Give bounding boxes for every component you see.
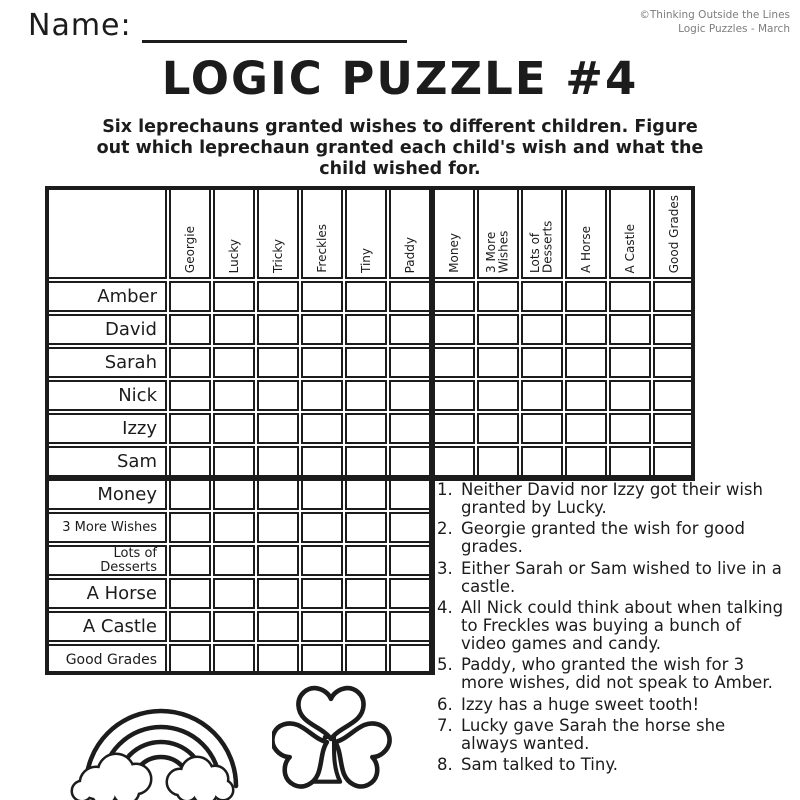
name-label: Name: [28, 8, 132, 43]
grid-cell[interactable] [257, 281, 299, 312]
grid-cell[interactable] [389, 611, 431, 642]
column-header-georgie [169, 186, 211, 279]
grid-cell[interactable] [169, 413, 211, 444]
column-header-label: A Horse [578, 226, 593, 273]
grid-cell[interactable] [213, 545, 255, 576]
grid-cell[interactable] [301, 578, 343, 609]
copyright-line-1: ©Thinking Outside the Lines [639, 9, 790, 21]
column-header-good-grades [653, 186, 695, 279]
grid-cell[interactable] [609, 281, 651, 312]
grid-cell[interactable] [653, 347, 695, 378]
grid-cell[interactable] [169, 479, 211, 510]
row-label-3-more-wishes: 3 More Wishes [45, 512, 167, 543]
grid-cell[interactable] [257, 545, 299, 576]
grid-cell[interactable] [477, 347, 519, 378]
grid-cell[interactable] [565, 413, 607, 444]
grid-cell[interactable] [389, 578, 431, 609]
clue-text: Neither David nor Izzy got their wish granted by Lucky. [461, 480, 763, 518]
grid-cell[interactable] [213, 512, 255, 543]
grid-cell[interactable] [169, 611, 211, 642]
grid-row-sam [45, 446, 695, 477]
clue-number: 5. [437, 655, 453, 675]
grid-cell[interactable] [213, 479, 255, 510]
clue-text: Georgie granted the wish for good grades. [461, 519, 745, 557]
grid-cell[interactable] [609, 380, 651, 411]
column-header-label: Money [446, 233, 461, 273]
grid-cell[interactable] [213, 314, 255, 345]
clue-text: Lucky gave Sarah the horse she always wanted. [461, 715, 726, 753]
row-label-sam: Sam [45, 446, 167, 477]
column-header-a-castle [609, 186, 651, 279]
grid-cell[interactable] [257, 380, 299, 411]
grid-cell[interactable] [257, 578, 299, 609]
clue-number: 1. [437, 480, 453, 499]
row-label-sarah: Sarah [45, 347, 167, 378]
column-header-label: Tricky [270, 238, 285, 273]
clue-text: Sam talked to Tiny. [461, 754, 618, 774]
column-header-a-horse [565, 186, 607, 279]
grid-row-amber [45, 281, 695, 312]
column-header-3-more-wishes [477, 186, 519, 279]
grid-cell[interactable] [213, 578, 255, 609]
column-header-freckles [301, 186, 343, 279]
clue-item [437, 481, 785, 517]
grid-cell[interactable] [301, 281, 343, 312]
clue-item [437, 717, 785, 753]
grid-cell[interactable] [169, 578, 211, 609]
grid-cell[interactable] [477, 446, 519, 477]
row-label-money: Money [45, 479, 167, 510]
name-blank-line[interactable] [142, 11, 407, 43]
page-title: LOGIC PUZZLE #4 [161, 52, 639, 105]
grid-cell[interactable] [389, 314, 431, 345]
grid-cell[interactable] [345, 413, 387, 444]
row-label-good-grades: Good Grades [45, 644, 167, 675]
grid-cell[interactable] [345, 512, 387, 543]
grid-cell[interactable] [565, 446, 607, 477]
grid-cell[interactable] [345, 347, 387, 378]
grid-cell[interactable] [653, 281, 695, 312]
grid-group-divider-vertical [429, 186, 435, 675]
column-header-paddy [389, 186, 431, 279]
grid-cell[interactable] [477, 413, 519, 444]
grid-cell[interactable] [565, 347, 607, 378]
clue-item [437, 520, 785, 556]
grid-cell[interactable] [521, 281, 563, 312]
grid-cell[interactable] [257, 446, 299, 477]
grid-cell[interactable] [477, 314, 519, 345]
clue-text: Izzy has a huge sweet tooth! [461, 694, 700, 714]
grid-cell[interactable] [565, 314, 607, 345]
row-label-izzy: Izzy [45, 413, 167, 444]
grid-cell[interactable] [213, 611, 255, 642]
clue-number: 8. [437, 754, 453, 774]
row-label-lots-of-desserts [45, 545, 167, 576]
grid-cell[interactable] [301, 380, 343, 411]
grid-cell[interactable] [301, 446, 343, 477]
clue-item [437, 560, 785, 596]
grid-cell[interactable] [257, 413, 299, 444]
row-label-amber: Amber [45, 281, 167, 312]
clue-item [437, 756, 785, 774]
clue-number: 2. [437, 519, 453, 539]
grid-cell[interactable] [653, 413, 695, 444]
copyright-notice [639, 8, 790, 36]
grid-cell[interactable] [301, 347, 343, 378]
grid-cell[interactable] [565, 281, 607, 312]
column-header-tiny [345, 186, 387, 279]
grid-cell[interactable] [213, 413, 255, 444]
grid-cell[interactable] [389, 413, 431, 444]
column-header-label: Tiny [358, 247, 373, 273]
grid-cell[interactable] [345, 380, 387, 411]
clue-number: 4. [437, 597, 453, 617]
grid-cell[interactable] [389, 479, 431, 510]
grid-border-bottom [45, 671, 435, 675]
copyright-line-2: Logic Puzzles - March [678, 23, 790, 36]
grid-cell[interactable] [609, 347, 651, 378]
grid-cell[interactable] [521, 413, 563, 444]
grid-cell[interactable] [433, 413, 475, 444]
grid-cell[interactable] [301, 479, 343, 510]
grid-cell[interactable] [433, 281, 475, 312]
clue-text: Paddy, who granted the wish for 3 more wishes, did not speak to Amber. [461, 655, 773, 693]
clues-list [437, 481, 785, 777]
grid-cell[interactable] [257, 347, 299, 378]
grid-cell[interactable] [389, 545, 431, 576]
name-row [28, 8, 407, 43]
grid-row-sarah [45, 347, 695, 378]
grid-cell[interactable] [169, 281, 211, 312]
grid-cell[interactable] [433, 380, 475, 411]
column-header-label: A Castle [622, 223, 637, 273]
grid-cell[interactable] [653, 446, 695, 477]
grid-row-nick [45, 380, 695, 411]
grid-cell[interactable] [301, 611, 343, 642]
row-label-a-horse: A Horse [45, 578, 167, 609]
column-header-label: Freckles [314, 224, 329, 273]
clue-item [437, 599, 785, 653]
clue-number: 7. [437, 715, 453, 735]
grid-cell[interactable] [389, 446, 431, 477]
grid-cell[interactable] [345, 446, 387, 477]
clue-number: 6. [437, 694, 453, 714]
grid-cell[interactable] [345, 578, 387, 609]
grid-cell[interactable] [389, 512, 431, 543]
column-header-money [433, 186, 475, 279]
grid-cell[interactable] [433, 314, 475, 345]
rainbow-with-clouds-icon [66, 686, 254, 800]
clue-item [437, 656, 785, 692]
grid-cell[interactable] [433, 347, 475, 378]
grid-cell[interactable] [521, 314, 563, 345]
grid-cell[interactable] [169, 446, 211, 477]
grid-row-izzy [45, 413, 695, 444]
column-header-label: Good Grades [666, 194, 681, 273]
grid-cell[interactable] [653, 314, 695, 345]
grid-border-right [691, 186, 695, 481]
row-label-nick: Nick [45, 380, 167, 411]
grid-border-left [45, 186, 49, 675]
puzzle-instructions: Six leprechauns granted wishes to different children. Figure out which leprechaun granted each child's wish and what the child wished for. [96, 117, 704, 179]
grid-corner-cell [45, 186, 167, 279]
grid-cell[interactable] [213, 380, 255, 411]
grid-cell[interactable] [213, 281, 255, 312]
row-label-david: David [45, 314, 167, 345]
grid-cell[interactable] [169, 545, 211, 576]
grid-cell[interactable] [389, 380, 431, 411]
grid-cell[interactable] [345, 281, 387, 312]
column-header-lots-of-desserts [521, 186, 563, 279]
grid-cell[interactable] [389, 281, 431, 312]
grid-cell[interactable] [521, 347, 563, 378]
grid-cell[interactable] [169, 347, 211, 378]
grid-cell[interactable] [345, 611, 387, 642]
grid-cell[interactable] [257, 611, 299, 642]
grid-cell[interactable] [433, 446, 475, 477]
column-header-label: Lots of Desserts [528, 220, 555, 273]
column-header-tricky [257, 186, 299, 279]
clue-text: Either Sarah or Sam wished to live in a castle. [461, 558, 782, 596]
grid-cell[interactable] [345, 545, 387, 576]
column-header-lucky [213, 186, 255, 279]
grid-cell[interactable] [521, 446, 563, 477]
grid-cell[interactable] [257, 479, 299, 510]
column-header-label: Paddy [402, 236, 417, 273]
grid-cell[interactable] [345, 314, 387, 345]
row-label-text: Lots of Desserts [100, 545, 157, 575]
grid-cell[interactable] [301, 512, 343, 543]
grid-cell[interactable] [609, 446, 651, 477]
clue-item [437, 696, 785, 714]
grid-cell[interactable] [257, 512, 299, 543]
grid-cell[interactable] [477, 281, 519, 312]
clue-number: 3. [437, 558, 453, 578]
grid-cell[interactable] [213, 446, 255, 477]
grid-border-top [45, 186, 695, 190]
grid-cell[interactable] [345, 479, 387, 510]
grid-header-row [45, 186, 695, 279]
grid-cell[interactable] [477, 380, 519, 411]
grid-cell[interactable] [389, 347, 431, 378]
grid-cell[interactable] [301, 545, 343, 576]
grid-cell[interactable] [169, 512, 211, 543]
column-header-label: Georgie [182, 225, 197, 273]
column-header-label: 3 More Wishes [484, 230, 511, 273]
grid-cell[interactable] [301, 314, 343, 345]
clue-text: All Nick could think about when talking to Freckles was buying a bunch of video games and candy. [461, 597, 784, 654]
grid-cell[interactable] [521, 380, 563, 411]
grid-cell[interactable] [609, 413, 651, 444]
row-label-a-castle: A Castle [45, 611, 167, 642]
grid-cell[interactable] [565, 380, 607, 411]
grid-cell[interactable] [213, 347, 255, 378]
grid-cell[interactable] [301, 413, 343, 444]
grid-cell[interactable] [169, 314, 211, 345]
grid-cell[interactable] [653, 380, 695, 411]
grid-cell[interactable] [257, 314, 299, 345]
shamrock-icon [272, 676, 392, 800]
grid-row-david [45, 314, 695, 345]
column-header-label: Lucky [226, 238, 241, 273]
grid-cell[interactable] [169, 380, 211, 411]
grid-cell[interactable] [609, 314, 651, 345]
